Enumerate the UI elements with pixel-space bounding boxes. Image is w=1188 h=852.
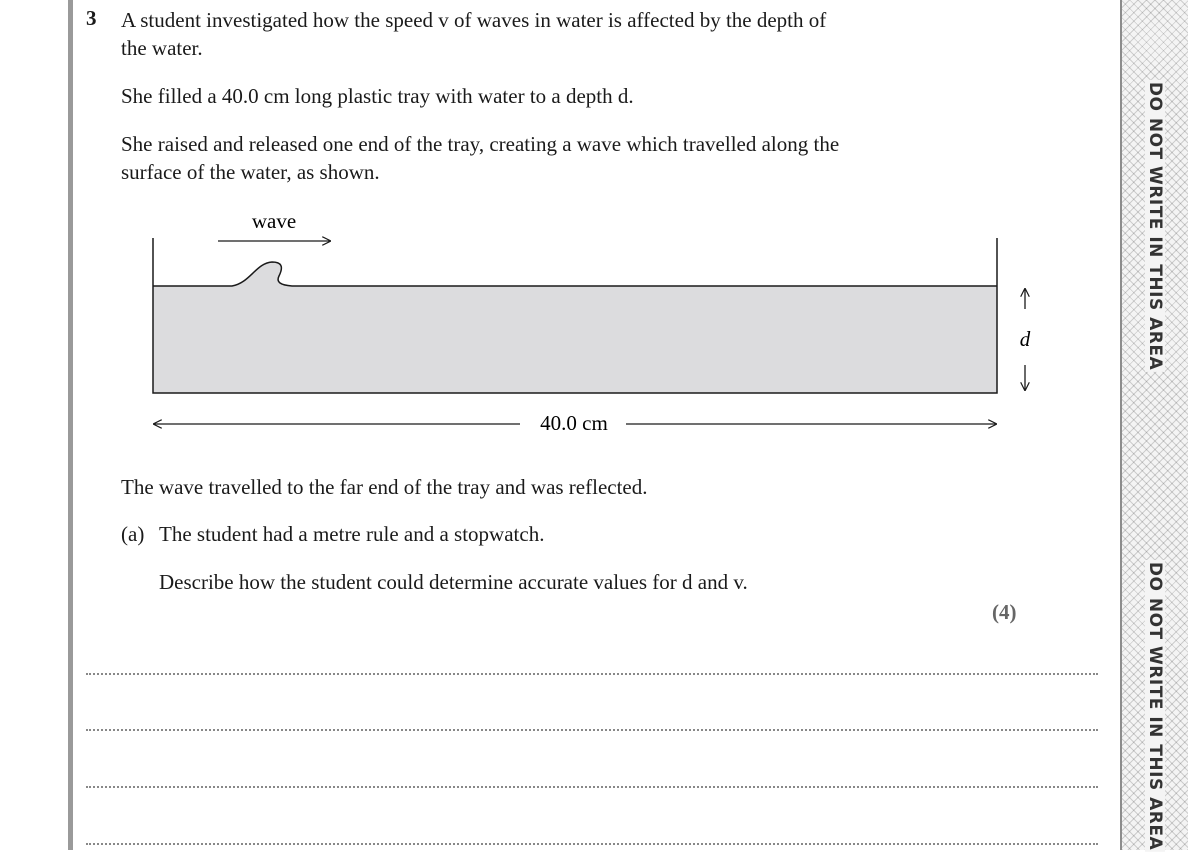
answer-line-1[interactable] xyxy=(86,673,1098,675)
answer-line-4[interactable] xyxy=(86,843,1098,845)
wave-label: wave xyxy=(251,209,297,233)
length-label: 40.0 cm xyxy=(540,411,608,435)
question-action-line-1: She raised and released one end of the tray, creating a wave which travelled along the xyxy=(121,132,840,156)
part-a-text: The student had a metre rule and a stopwatch. xyxy=(159,522,545,546)
part-a-instruction: Describe how the student could determine accurate values for d and v. xyxy=(159,570,748,594)
question-intro-line-2: the water. xyxy=(121,36,203,60)
answer-line-3[interactable] xyxy=(86,786,1098,788)
tray-diagram xyxy=(0,0,1120,450)
question-number: 3 xyxy=(86,6,97,30)
margin-warning-bottom: DO NOT WRITE IN THIS AREA xyxy=(1145,561,1165,851)
question-intro-line-1: A student investigated how the speed v of waves in water is affected by the depth of xyxy=(121,8,827,32)
depth-label: d xyxy=(1019,327,1031,351)
marks-label: (4) xyxy=(992,600,1017,624)
part-a-label: (a) xyxy=(121,522,145,546)
after-diagram-text: The wave travelled to the far end of the tray and was reflected. xyxy=(121,475,648,499)
margin-warning-top: DO NOT WRITE IN THIS AREA xyxy=(1145,81,1165,371)
question-setup: She filled a 40.0 cm long plastic tray with water to a depth d. xyxy=(121,84,634,108)
question-action-line-2: surface of the water, as shown. xyxy=(121,160,380,184)
answer-line-2[interactable] xyxy=(86,729,1098,731)
